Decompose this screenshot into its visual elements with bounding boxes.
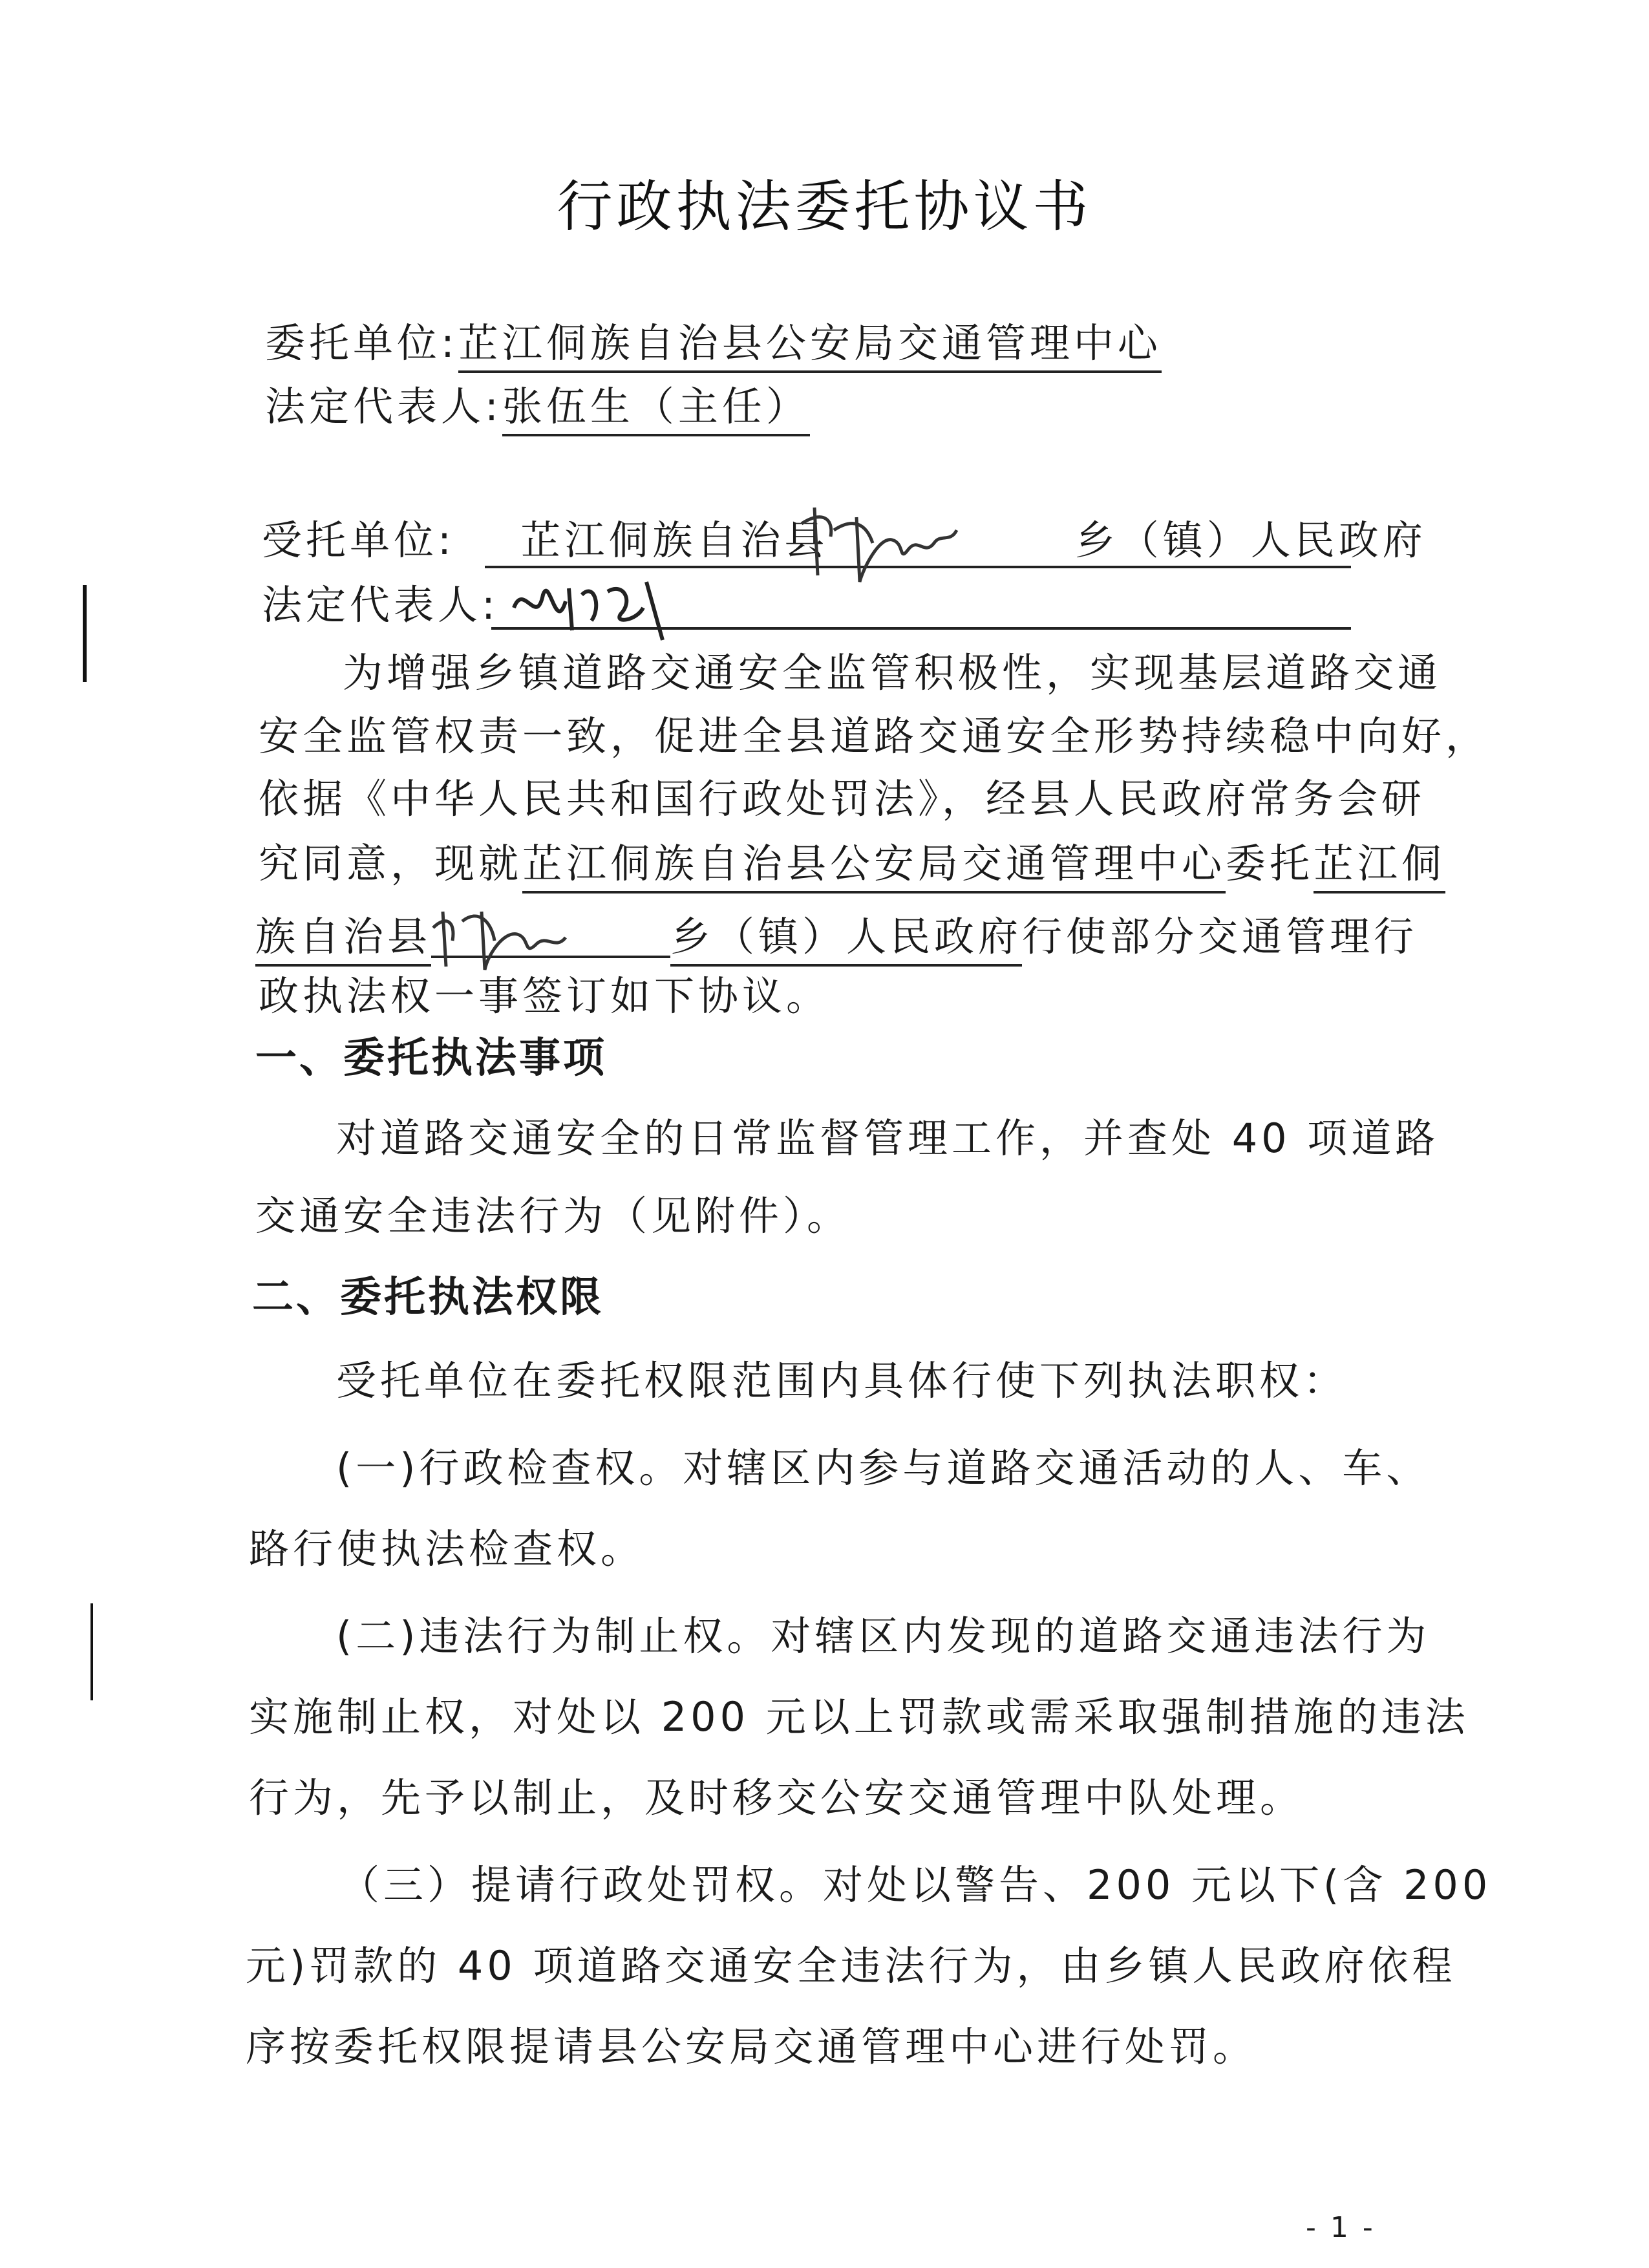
section-2-line-2: (一)行政检查权。对辖区内参与道路交通活动的人、车、 <box>336 1444 1431 1492</box>
intro-line-5-b: 乡（镇）人民政府 <box>670 913 1022 967</box>
entrusting-unit-line <box>265 319 1162 367</box>
scan-mark-bottom <box>90 1603 93 1700</box>
entrusting-rep-line <box>265 383 810 430</box>
section-2-line-3: 路行使执法检查权。 <box>249 1525 645 1572</box>
intro-line-6: 政执法权一事签订如下协议。 <box>259 972 831 1020</box>
entrusting-rep-label: 法定代表人: <box>265 383 502 430</box>
intro-line-5-c: 行使部分交通管理行 <box>1022 913 1418 960</box>
intro-line-4-d: 芷江侗 <box>1314 840 1445 893</box>
handwritten-signature-town-2 <box>427 895 595 979</box>
section-1-line-1: 对道路交通安全的日常监督管理工作，并查处 40 项道路 <box>336 1115 1440 1162</box>
handwritten-signature-rep <box>504 569 672 653</box>
intro-line-4-c: 委托 <box>1226 840 1314 887</box>
intro-line-1: 为增强乡镇道路交通安全监管积极性，实现基层道路交通 <box>343 649 1442 696</box>
page-number: - 1 - <box>1306 2211 1376 2244</box>
handwritten-signature-town <box>795 498 963 595</box>
entrusted-unit-suffix: 乡（镇）人民政府 <box>1074 517 1427 564</box>
entrusted-unit-prefix: 芷江侗族自治县 <box>520 517 829 564</box>
intro-line-2: 安全监管权责一致，促进全县道路交通安全形势持续稳中向好， <box>259 712 1490 760</box>
section-2-line-1: 受托单位在委托权限范围内具体行使下列执法职权： <box>336 1357 1348 1404</box>
section-2-line-4: (二)违法行为制止权。对辖区内发现的道路交通违法行为 <box>336 1612 1431 1660</box>
section-2-line-8: 元)罚款的 40 项道路交通安全违法行为，由乡镇人民政府依程 <box>246 1942 1456 1989</box>
intro-line-5-a: 族自治县 <box>255 913 431 967</box>
entrusted-unit-label: 受托单位: <box>262 517 455 564</box>
scan-mark-top <box>83 585 87 682</box>
section-1-heading: 一、委托执法事项 <box>255 1034 607 1082</box>
entrusted-rep-line <box>262 581 499 628</box>
intro-line-4 <box>259 840 1446 887</box>
intro-line-4-a: 究同意，现就 <box>259 840 523 887</box>
entrusting-unit-label: 委托单位: <box>265 319 458 367</box>
document-title: 行政执法委托协议书 <box>557 175 1092 239</box>
section-2-line-6: 行为，先予以制止，及时移交公安交通管理中队处理。 <box>249 1774 1304 1821</box>
section-2-line-7: （三）提请行政处罚权。对处以警告、200 元以下(含 200 <box>339 1861 1492 1909</box>
section-2-line-5: 实施制止权，对处以 200 元以上罚款或需采取强制措施的违法 <box>249 1693 1469 1740</box>
section-2-line-9: 序按委托权限提请县公安局交通管理中心进行处罚。 <box>246 2023 1257 2070</box>
entrusting-unit-value: 芷江侗族自治县公安局交通管理中心 <box>458 319 1162 373</box>
section-2-heading: 二、委托执法权限 <box>252 1274 604 1321</box>
entrusted-rep-label: 法定代表人: <box>262 581 499 628</box>
intro-line-3: 依据《中华人民共和国行政处罚法》，经县人民政府常务会研 <box>259 775 1426 822</box>
intro-line-4-b: 芷江侗族自治县公安局交通管理中心 <box>522 840 1226 893</box>
section-1-line-2: 交通安全违法行为（见附件）。 <box>255 1192 851 1239</box>
entrusting-rep-value: 张伍生（主任） <box>502 383 810 436</box>
